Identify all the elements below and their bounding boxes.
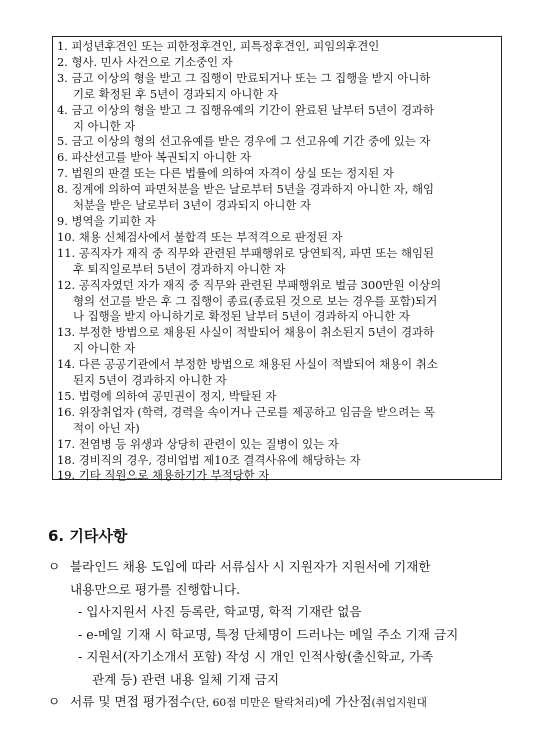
list-item bbox=[57, 405, 497, 437]
item-line: 지 아니한 자 bbox=[73, 118, 136, 133]
list-item bbox=[57, 55, 497, 71]
item-line: 18. 경비직의 경우, 경비업법 제10조 결격사유에 해당하는 자 bbox=[57, 452, 361, 467]
item-line: 형의 선고를 받은 후 그 집행이 종료(종료된 것으로 보는 경우를 포함)되거 bbox=[73, 293, 438, 308]
list-item bbox=[57, 230, 497, 246]
item-line: 지 아니한 자 bbox=[73, 341, 136, 356]
list-item bbox=[57, 278, 497, 326]
item-line: 19. 기타 직원으로 채용하기가 부적당한 자 bbox=[57, 468, 270, 483]
bullet-item bbox=[48, 556, 518, 579]
disqualification-box bbox=[52, 36, 502, 483]
section-heading: 6. 기타사항 bbox=[48, 527, 128, 545]
item-line: 11. 공직자가 재직 중 직무와 관련된 부패행위로 당연퇴직, 파면 또는 해임된 bbox=[57, 245, 435, 260]
item-line: 2. 형사. 민사 사건으로 기소중인 자 bbox=[57, 54, 233, 69]
bullet-item bbox=[48, 691, 518, 715]
item-line: 15. 법령에 의하여 공민권이 정지, 박탈된 자 bbox=[57, 388, 277, 403]
item-line: 9. 병역을 기피한 자 bbox=[57, 213, 156, 228]
sub-item: - 지원서(자기소개서 포함) 작성 시 개인 인적사항(출신학교, 가족 bbox=[78, 649, 434, 664]
sub-item-continued: 관계 등) 관련 내용 일체 기재 금지 bbox=[92, 671, 280, 687]
item-line: 10. 채용 신체검사에서 불합격 또는 부적격으로 판정된 자 bbox=[57, 229, 343, 244]
list-item bbox=[57, 468, 497, 484]
bullet-text: 에 가산점 bbox=[318, 694, 372, 709]
list-item bbox=[57, 453, 497, 469]
item-line: 처분을 받은 날로부터 3년이 경과되지 아니한 자 bbox=[73, 198, 312, 213]
list-item bbox=[57, 103, 497, 135]
list-item bbox=[57, 389, 497, 405]
bullet-symbol: ㅇ bbox=[48, 694, 61, 709]
item-line: 12. 공직자였던 자가 재직 중 직무와 관련된 부패행위로 벌금 300만원 이상의 bbox=[57, 277, 442, 292]
list-item bbox=[57, 214, 497, 230]
item-line: 17. 전염병 등 위생과 상당히 관련이 있는 질병이 있는 자 bbox=[57, 436, 339, 451]
item-line: 후 퇴직일로부터 5년이 경과하지 아니한 자 bbox=[73, 261, 286, 276]
bullet-text: 서류 및 면접 평가점수 bbox=[70, 694, 192, 709]
list-item bbox=[57, 357, 497, 389]
item-line: 1. 피성년후견인 또는 피한정후견인, 피특정후견인, 피임의후견인 bbox=[57, 39, 380, 53]
list-item bbox=[57, 325, 497, 357]
item-line: 7. 법원의 판결 또는 다른 법률에 의하여 자격이 상실 또는 정지된 자 bbox=[57, 166, 394, 181]
item-line: 8. 징계에 의하여 파면처분을 받은 날로부터 5년을 경과하지 아니한 자, 해임 bbox=[57, 182, 435, 197]
list-item bbox=[57, 39, 497, 55]
item-line: 14. 다른 공공기관에서 부정한 방법으로 채용된 사실이 적발되어 채용이 취소 bbox=[57, 357, 438, 372]
list-item bbox=[57, 166, 497, 182]
bullet-symbol: ㅇ bbox=[48, 559, 61, 574]
item-line: 된지 5년이 경과하지 아니한 자 bbox=[73, 373, 227, 388]
item-line: 13. 부정한 방법으로 채용된 사실이 적발되어 채용이 취소된지 5년이 경과하 bbox=[57, 325, 435, 340]
item-line: 16. 위장취업자 (학력, 경력을 속이거나 근로를 제공하고 임금을 받으려는 목 bbox=[57, 404, 435, 419]
sub-item: - 입사지원서 사진 등록란, 학교명, 학적 기재란 없음 bbox=[78, 604, 362, 619]
bullet-note: (취업지원대 bbox=[371, 697, 427, 709]
section-body bbox=[48, 556, 518, 715]
list-item bbox=[57, 246, 497, 278]
bullet-text: 블라인드 채용 도입에 따라 서류심사 시 지원자가 지원서에 기재한 bbox=[70, 559, 431, 574]
bullet-text-continued: 내용만으로 평가를 진행합니다. bbox=[70, 581, 241, 597]
list-item bbox=[57, 437, 497, 453]
item-line: 4. 금고 이상의 형을 받고 그 집행유예의 기간이 완료된 날부터 5년이 경과하 bbox=[57, 102, 435, 117]
item-line: 적이 아닌 자) bbox=[73, 420, 140, 435]
item-line: 5. 금고 이상의 형의 선고유예를 받은 경우에 그 선고유예 기간 중에 있는 자 bbox=[57, 134, 431, 149]
sub-item: - e-메일 기재 시 학교명, 특정 단체명이 드러나는 메일 주소 기재 금지 bbox=[78, 626, 459, 642]
item-line: 나 집행을 받지 아니하기로 확정된 날부터 5년이 경과하지 아니한 자 bbox=[73, 309, 410, 324]
list-item bbox=[57, 134, 497, 150]
item-line: 기로 확정된 후 5년이 경과되지 아니한 자 bbox=[73, 86, 279, 101]
item-line: 3. 금고 이상의 형을 받고 그 집행이 만료되거나 또는 그 집행을 받지 아니하 bbox=[57, 70, 431, 85]
bullet-note: (단, 60점 미만은 탈락처리) bbox=[191, 697, 319, 709]
list-item bbox=[57, 150, 497, 166]
item-line: 6. 파산선고를 받아 복권되지 아니한 자 bbox=[57, 150, 252, 165]
list-item bbox=[57, 71, 497, 103]
list-item bbox=[57, 182, 497, 214]
